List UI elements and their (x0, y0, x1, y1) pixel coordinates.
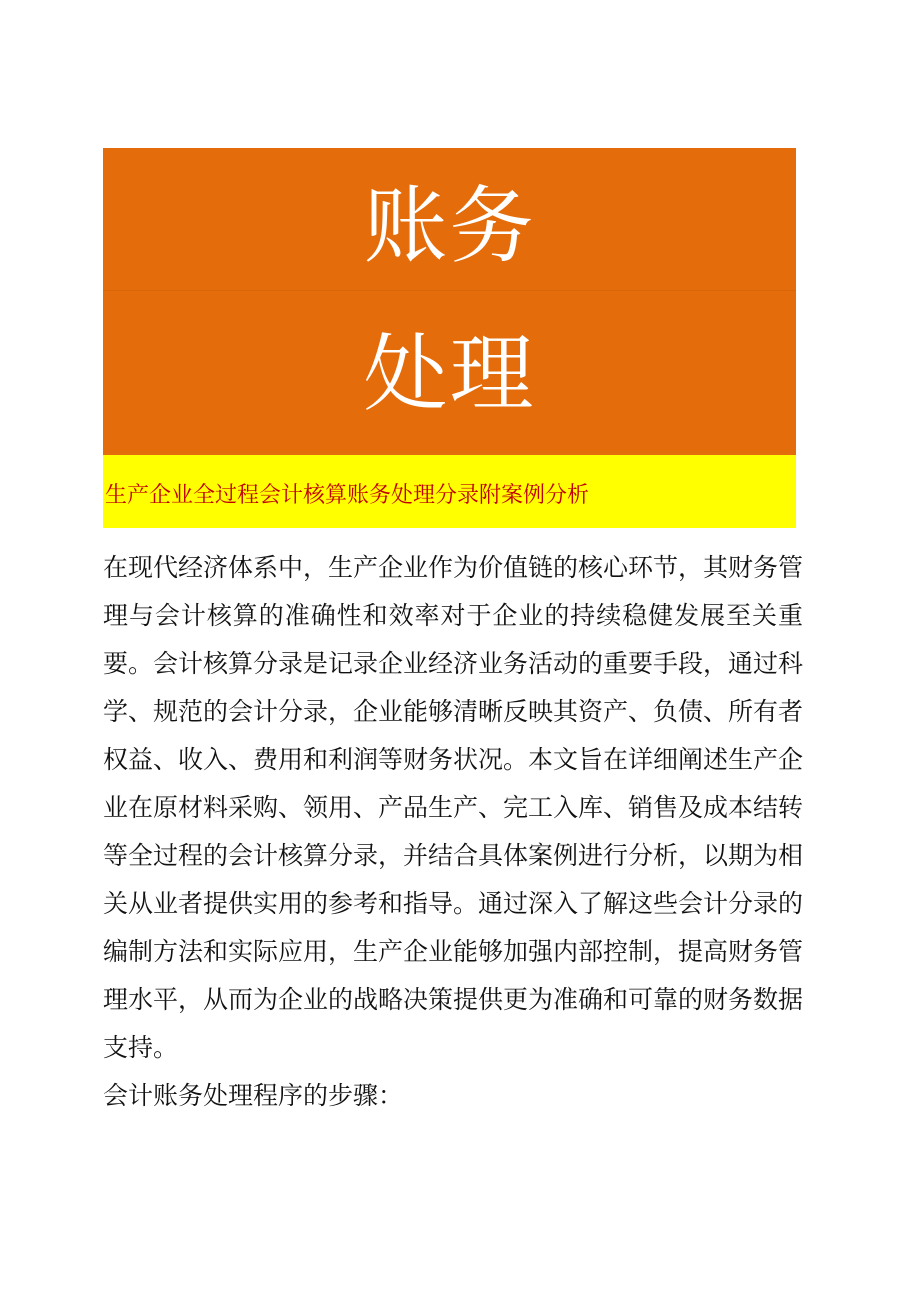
intro-paragraph: 在现代经济体系中，生产企业作为价值链的核心环节，其财务管理与会计核算的准确性和效率对于企业的持续稳健发展至关重要。会计核算分录是记录企业经济业务活动的重要手段，通过科学、规范的会计分录，企业能够清晰反映其资产、负债、所有者权益、收入、费用和利润等财务状况。本文旨在详细阐述生产企业在原材料采购、领用、产品生产、完工入库、销售及成本结转等全过程的会计核算分录，并结合具体案例进行分析，以期为相关从业者提供实用的参考和指导。通过深入了解这些会计分录的编制方法和实际应用，生产企业能够加强内部控制，提高财务管理水平，从而为企业的战略决策提供更为准确和可靠的财务数据支持。 (103, 553, 804, 1062)
cover-divider (103, 290, 796, 291)
cover-title-line-1: 账务 (363, 177, 536, 275)
body-content (103, 544, 803, 1120)
cover-title-line-2: 处理 (363, 325, 536, 423)
subtitle-text: 生产企业全过程会计核算账务处理分录附案例分析 (105, 483, 590, 508)
cover-banner (103, 148, 796, 455)
steps-heading: 会计账务处理程序的步骤： (103, 1081, 404, 1110)
subtitle-banner (103, 455, 796, 528)
